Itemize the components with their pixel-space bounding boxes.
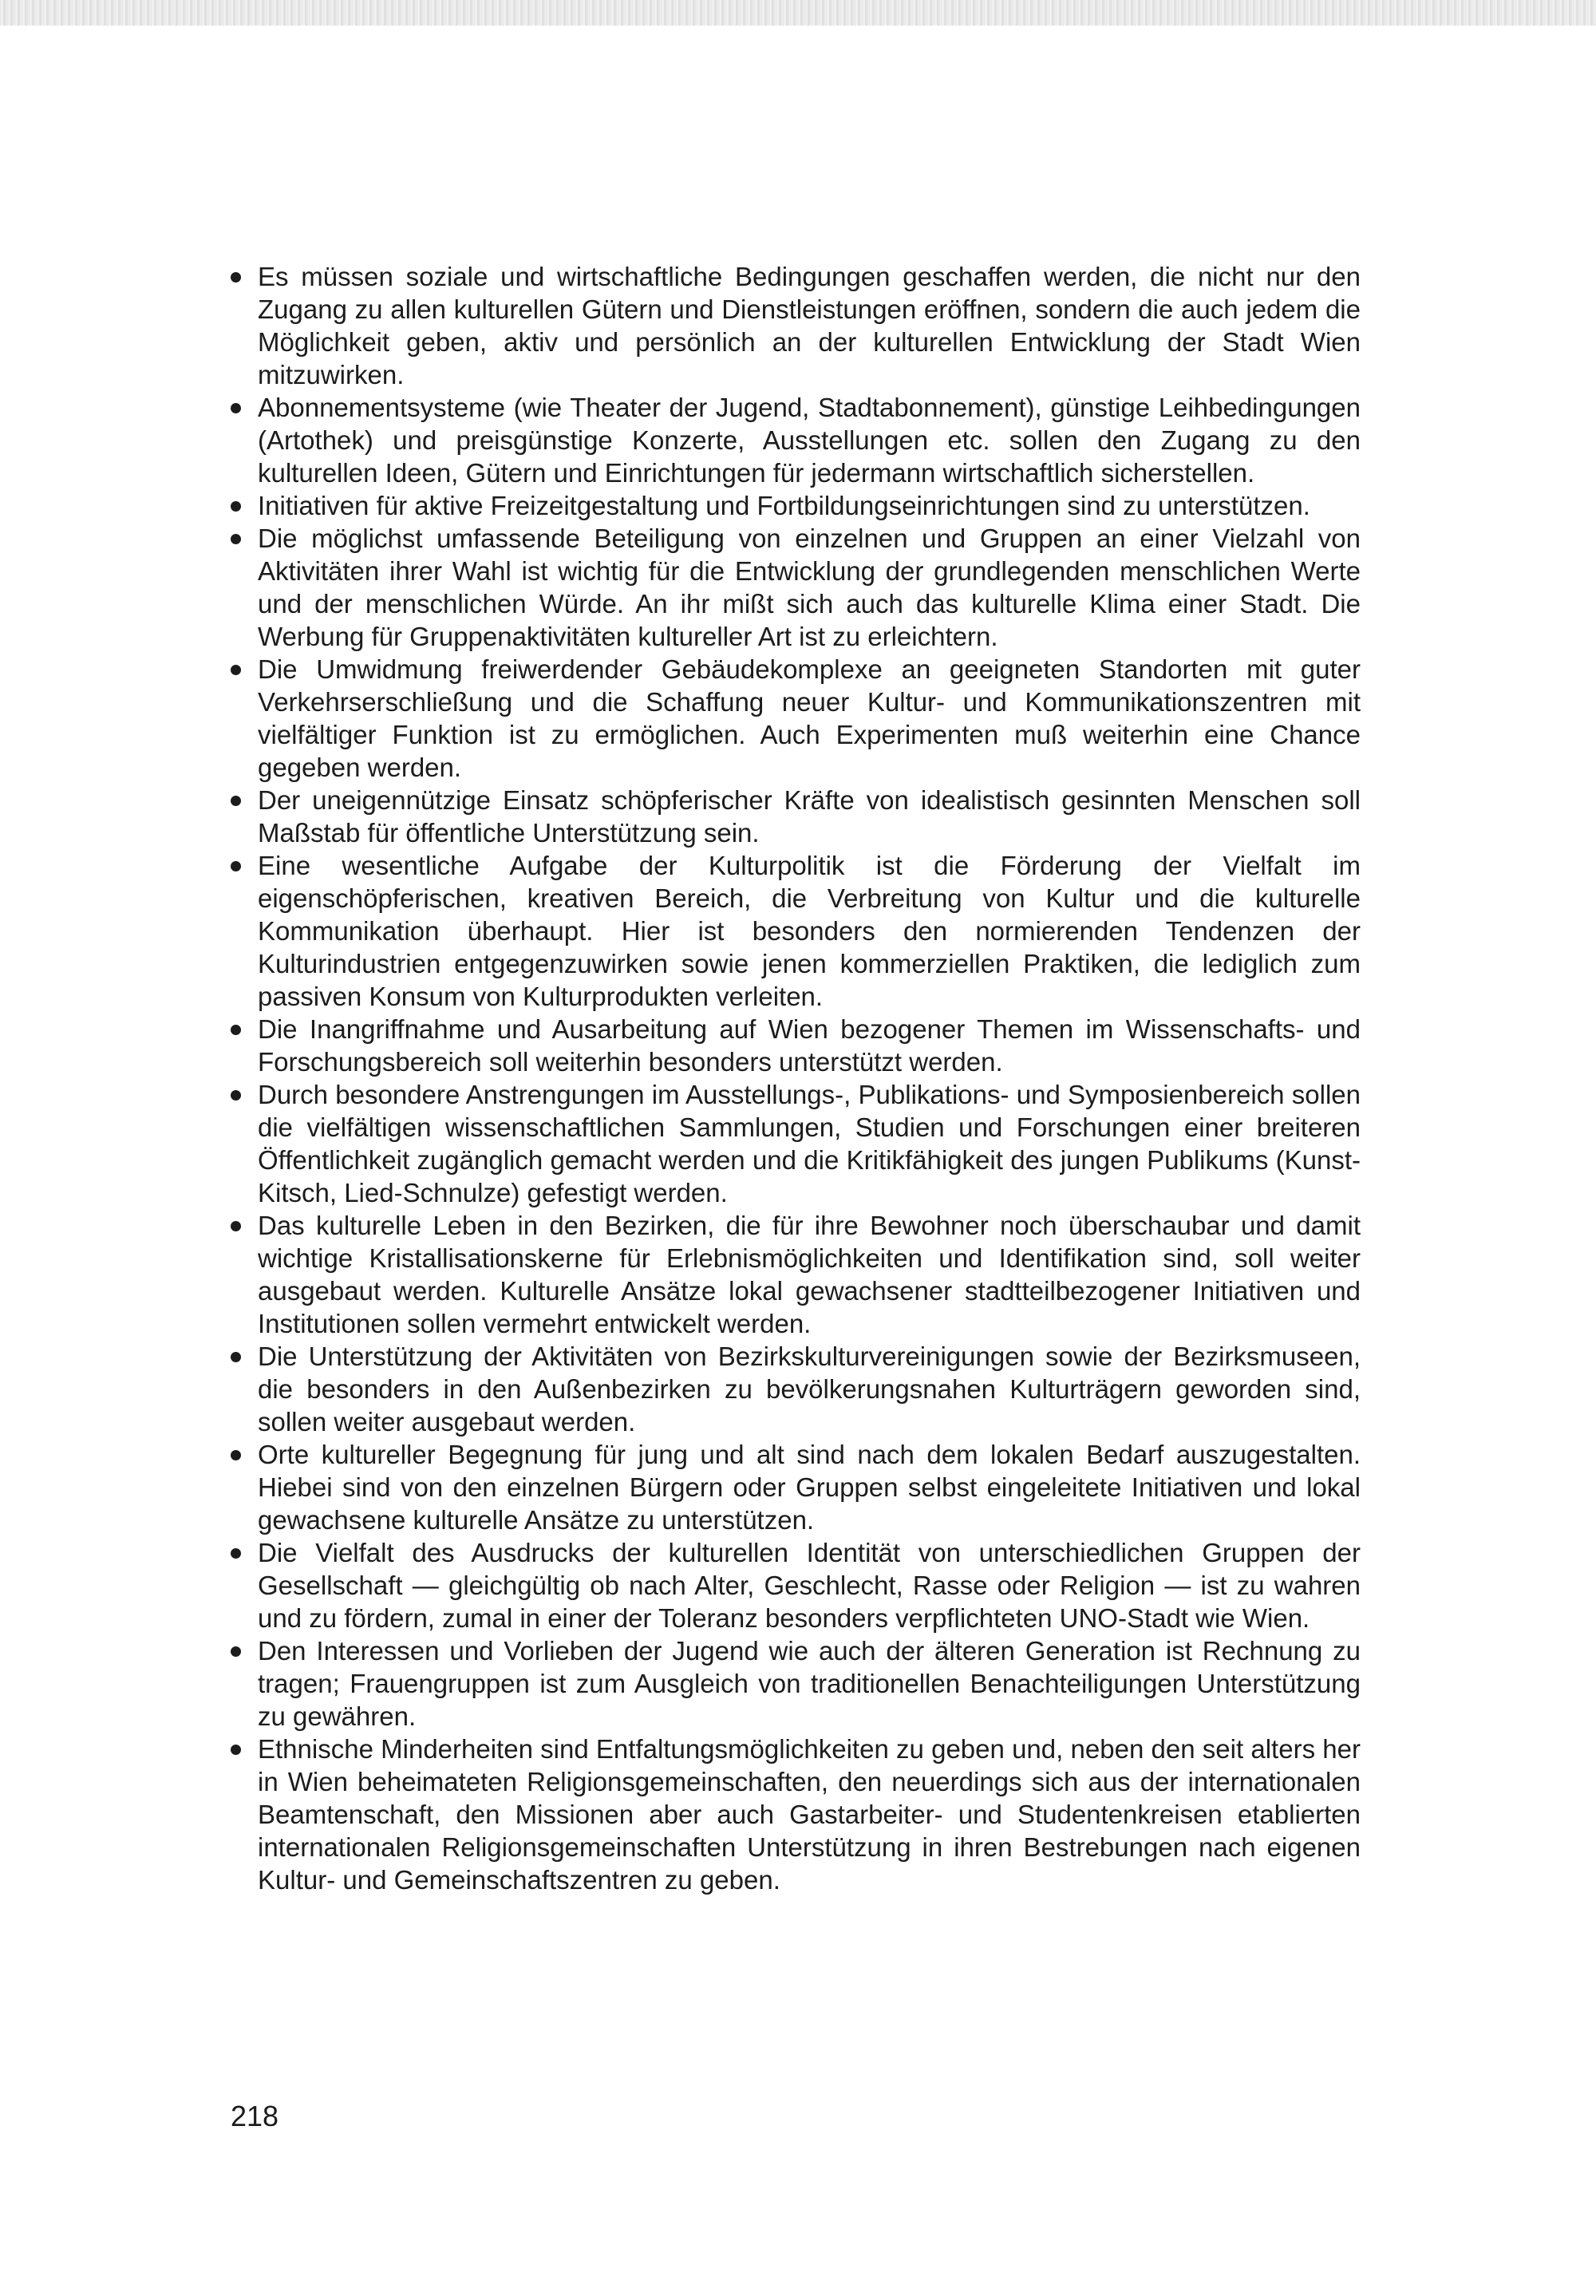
list-item-text: Initiativen für aktive Freizeitgestaltung und Fortbildungseinrichtungen sind zu unterstützen.: [258, 491, 1310, 520]
list-item: [229, 653, 1361, 784]
list-item: [229, 1013, 1361, 1078]
bullet-icon: [231, 1745, 241, 1755]
bullet-icon: [231, 1646, 241, 1657]
bullet-icon: [231, 1221, 241, 1231]
list-item-text: Es müssen soziale und wirtschaftliche Bedingungen geschaffen werden, die nicht nur den Zugang zu allen kulturellen Gütern und Dienstleistungen eröffnen, sondern die auch jedem die Möglichkeit geben, aktiv und persönlich an der kulturellen Entwicklung der Stadt Wien mitzuwirken.: [258, 262, 1361, 389]
page-body: [229, 260, 1361, 1896]
list-item: [229, 784, 1361, 849]
bullet-icon: [231, 665, 241, 675]
list-item-text: Ethnische Minderheiten sind Entfaltungsmöglichkeiten zu geben und, neben den seit alters her in Wien beheimateten Religionsgemeinschaften, den neuerdings sich aus der internationalen Beamtenschaft, den Missionen aber auch Gastarbeiter- und Studentenkreisen etablierten internationalen Religionsgemeinschaften Unterstützung in ihren Bestrebungen nach eigenen Kultur- und Gemeinschaftszentren zu geben.: [258, 1734, 1361, 1895]
list-item: [229, 1340, 1361, 1438]
bullet-icon: [231, 501, 241, 512]
list-item-text: Die Inangriffnahme und Ausarbeitung auf Wien bezogener Themen im Wissenschafts- und Forschungsbereich soll weiterhin besonders unterstützt werden.: [258, 1014, 1361, 1077]
list-item-text: Die möglichst umfassende Beteiligung von einzelnen und Gruppen an einer Vielzahl von Aktivitäten ihrer Wahl ist wichtig für die Entwicklung der grundlegenden menschlichen Werte und der menschlichen Würde. An ihr mißt sich auch das kulturelle Klima einer Stadt. Die Werbung für Gruppenaktivitäten kultureller Art ist zu erleichtern.: [258, 524, 1361, 651]
list-item-text: Die Vielfalt des Ausdrucks der kulturellen Identität von unterschiedlichen Gruppen der Gesellschaft — gleichgültig ob nach Alter, Geschlecht, Rasse oder Religion — ist zu wahren und zu fördern, zumal in einer der Toleranz besonders verpflichteten UNO-Stadt wie Wien.: [258, 1538, 1361, 1633]
bullet-icon: [231, 1090, 241, 1101]
bullet-icon: [231, 861, 241, 871]
list-item: [229, 522, 1361, 653]
bullet-icon: [231, 796, 241, 806]
page-number: 218: [231, 2100, 279, 2132]
bullet-list: [229, 260, 1361, 1896]
list-item: [229, 1634, 1361, 1733]
list-item: [229, 1209, 1361, 1340]
list-item-text: Die Umwidmung freiwerdender Gebäudekomplexe an geeigneten Standorten mit guter Verkehrserschließung und die Schaffung neuer Kultur- und Kommunikationszentren mit vielfältiger Funktion ist zu ermöglichen. Auch Experimenten muß weiterhin eine Chance gegeben werden.: [258, 654, 1361, 782]
bullet-icon: [231, 1025, 241, 1035]
list-item-text: Orte kultureller Begegnung für jung und alt sind nach dem lokalen Bedarf auszugestalten. Hiebei sind von den einzelnen Bürgern oder Gruppen selbst eingeleitete Initiativen und lokal gewachsene kulturelle Ansätze zu unterstützen.: [258, 1440, 1361, 1535]
list-item: [229, 1078, 1361, 1209]
list-item-text: Eine wesentliche Aufgabe der Kulturpolitik ist die Förderung der Vielfalt im eigenschöpferischen, kreativen Bereich, die Verbreitung von Kultur und die kulturelle Kommunikation überhaupt. Hier ist besonders den normierenden Tendenzen der Kulturindustrien entgegenzuwirken sowie jenen kommerziellen Praktiken, die lediglich zum passiven Konsum von Kulturprodukten verleiten.: [258, 851, 1361, 1011]
list-item-text: Die Unterstützung der Aktivitäten von Bezirkskulturvereinigungen sowie der Bezirksmuseen, die besonders in den Außenbezirken zu bevölkerungsnahen Kulturträgern geworden sind, sollen weiter ausgebaut werden.: [258, 1342, 1361, 1436]
list-item: [229, 1536, 1361, 1634]
list-item: [229, 849, 1361, 1013]
bullet-icon: [231, 1548, 241, 1559]
list-item-text: Das kulturelle Leben in den Bezirken, die für ihre Bewohner noch überschaubar und damit wichtige Kristallisationskerne für Erlebnismöglichkeiten und Identifikation sind, soll weiter ausgebaut werden. Kulturelle Ansätze lokal gewachsener stadtteilbezogener Initiativen und Institutionen sollen vermehrt entwickelt werden.: [258, 1211, 1361, 1338]
list-item: [229, 1438, 1361, 1536]
bullet-icon: [231, 1450, 241, 1460]
list-item: [229, 489, 1361, 522]
bullet-icon: [231, 534, 241, 544]
list-item-text: Durch besondere Anstrengungen im Ausstellungs-, Publikations- und Symposienbereich sollen die vielfältigen wissenschaftlichen Sammlungen, Studien und Forschungen einer breiteren Öffentlichkeit zugänglich gemacht werden und die Kritikfähigkeit des jungen Publikums (Kunst-Kitsch, Lied-Schnulze) gefestigt werden.: [258, 1080, 1361, 1207]
list-item-text: Abonnementsysteme (wie Theater der Jugend, Stadtabonnement), günstige Leihbedingungen (Artothek) und preisgünstige Konzerte, Ausstellungen etc. sollen den Zugang zu den kulturellen Ideen, Gütern und Einrichtungen für jedermann wirtschaftlich sicherstellen.: [258, 393, 1361, 488]
list-item-text: Der uneigennützige Einsatz schöpferischer Kräfte von idealistisch gesinnten Menschen soll Maßstab für öffentliche Unterstützung sein.: [258, 785, 1361, 848]
list-item: [229, 260, 1361, 391]
bullet-icon: [231, 403, 241, 413]
bullet-icon: [231, 1352, 241, 1362]
scan-edge-strip: [0, 0, 1596, 26]
list-item: [229, 391, 1361, 489]
bullet-icon: [231, 272, 241, 283]
list-item-text: Den Interessen und Vorlieben der Jugend wie auch der älteren Generation ist Rechnung zu tragen; Frauengruppen ist zum Ausgleich von traditionellen Benachteiligungen Unterstützung zu gewähren.: [258, 1636, 1361, 1731]
list-item: [229, 1733, 1361, 1896]
